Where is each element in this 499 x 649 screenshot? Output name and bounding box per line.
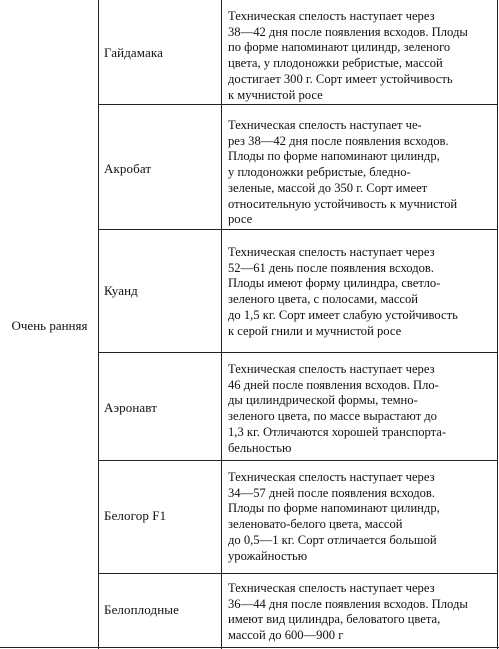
variety-description: Техническая спелость наступает через 36—44 дня после появления всходов. Плоды имеют вид цилиндра, беловатого цвета, массой до 600—900 г [228, 581, 468, 643]
ripeness-group-label: Очень ранняя [11, 318, 88, 333]
variety-name: Гайдамака [104, 45, 164, 60]
variety-name: Куанд [104, 283, 138, 298]
variety-description: Техническая спелость наступает через 52—61 день после появления всходов. Плоды имеют форму цилиндра, светло- зеленого цвета, с полосами, массой до 1,5 кг. Сорт имеет слабую устойчивость к серой гнили и мучнистой росе [228, 245, 458, 338]
row-divider [98, 573, 498, 574]
variety-description: Техническая спелость наступает через 34—57 дней после появления всходов. Плоды по форме напоминают цилиндр, зеленовато-белого цвета, массой до 0,5—1 кг. Сорт отличается большой урожайностью [228, 470, 440, 563]
row-divider [98, 460, 498, 461]
table-right-border [497, 0, 498, 649]
column-divider [221, 0, 222, 649]
variety-name: Акробат [104, 161, 152, 176]
table-bottom-border [0, 647, 499, 648]
variety-name: Аэронавт [104, 400, 157, 415]
variety-name: Белогор F1 [104, 508, 167, 523]
variety-description: Техническая спелость наступает че- рез 38—42 дня после появления всходов. Плоды по форме напоминают цилиндр, у плодоножки ребристые, бледно- зеленые, массой до 350 г. Сорт имеет относительную устойчивость к мучнистой росе [228, 118, 458, 227]
row-divider [98, 352, 498, 353]
row-divider [98, 229, 498, 230]
variety-description: Техническая спелость наступает через 38—42 дня после появления всходов. Плоды по форме напоминают цилиндр, зеленого цвета, у плодоножки ребристые, массой достигает 300 г. Сорт имеет устойчивость к мучнистой росе [228, 9, 468, 102]
variety-name: Белоплодные [104, 602, 179, 617]
variety-description: Техническая спелость наступает через 46 дней после появления всходов. Пло- ды цилиндрической формы, темно- зеленого цвета, по массе вырастают до 1,3 кг. Отличаются хорошей транспорта- бельностью [228, 362, 447, 455]
row-divider [98, 104, 498, 105]
